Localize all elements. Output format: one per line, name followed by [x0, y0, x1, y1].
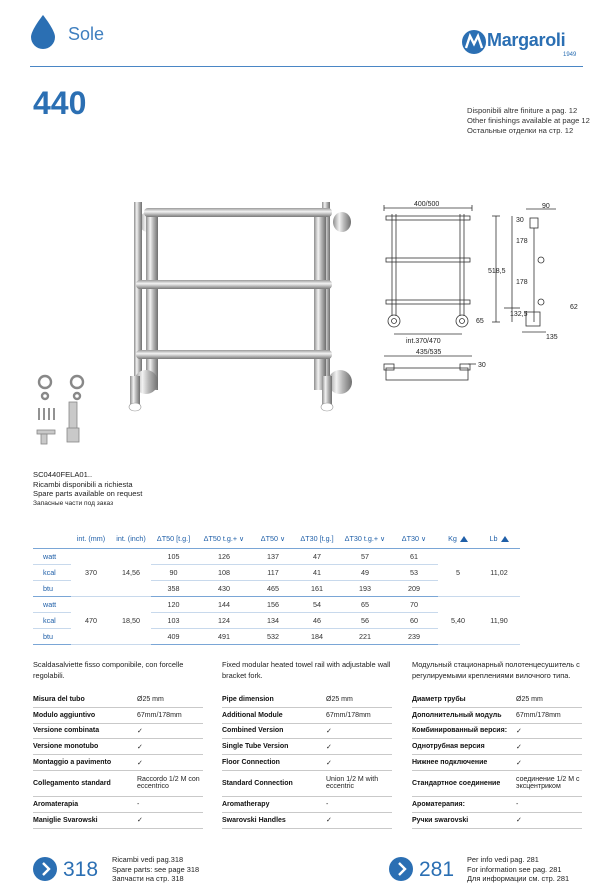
spec-row: Floor Connection ✓	[222, 755, 392, 771]
dim-518: 518,5	[488, 268, 506, 275]
spec-row: Ароматерапия: -	[412, 796, 582, 812]
depth-label: 435/535	[416, 349, 442, 356]
table-row: kcal 90 108 117 41 49 53	[33, 565, 520, 581]
table-row: kcal 103 124 134 46 56 60	[33, 613, 520, 629]
model-number: 440	[33, 85, 87, 121]
logo-year: 1949	[563, 52, 577, 58]
cell-inch: 18,50	[111, 597, 151, 645]
chevron-right-icon	[389, 857, 413, 881]
spec-row: Combined Version ✓	[222, 723, 392, 739]
spec-row: Aromatherapy -	[222, 796, 392, 812]
spec-column-en	[222, 660, 392, 829]
spec-intro: Fixed modular heated towel rail with adjustable wall bracket fork.	[222, 660, 391, 680]
width-label: 400/500	[414, 201, 440, 208]
spec-intro: Модульный стационарный полотенцесушитель с регулируемыми креплениями вилочного типа.	[412, 660, 580, 680]
header-divider	[30, 66, 583, 67]
dim-62: 62	[570, 304, 578, 311]
spec-row: Modulo aggiuntivo 67mm/178mm	[33, 707, 203, 723]
header-kg: Kg	[438, 528, 478, 549]
finishes-en: Other finishings available at page 12	[467, 116, 590, 125]
parts-code: SC0440FELA01..	[33, 470, 93, 479]
collection-name: Sole	[68, 24, 105, 44]
dim-135: 135	[546, 334, 558, 341]
spec-table	[33, 692, 203, 829]
info-page-number[interactable]: 281	[419, 858, 455, 881]
spare-parts-photo	[33, 374, 99, 446]
dim-132: 132,5	[510, 311, 528, 318]
spec-row: Standard Connection Union 1/2 M with eccentric	[222, 770, 392, 796]
spare-parts-page-number[interactable]: 318	[63, 858, 99, 881]
spec-row: Versione combinata ✓	[33, 723, 203, 739]
header-dt50-tg: ΔT50 [t.g.]	[151, 528, 196, 549]
spec-row: Montaggio a pavimento ✓	[33, 755, 203, 771]
header-dt30-tg: ΔT30 [t.g.]	[294, 528, 340, 549]
spec-row: Нижнее подключение ✓	[412, 755, 582, 771]
dim-30-side: 30	[478, 362, 486, 369]
technical-drawing	[376, 200, 586, 400]
parts-line-ru: Запасные части под заказ	[33, 499, 114, 507]
interaxis-label: int.370/470	[406, 338, 441, 345]
spare-parts-link-button[interactable]	[33, 857, 57, 881]
water-drop-icon	[30, 14, 56, 50]
header-dt30-v: ΔT30 ∨	[390, 528, 438, 549]
header-inch: int. (inch)	[111, 528, 151, 549]
spec-row: Aromaterapia -	[33, 796, 203, 812]
dim-178-b: 178	[516, 279, 528, 286]
header-mm: int. (mm)	[71, 528, 111, 549]
finishes-it: Disponibili altre finiture a pag. 12	[467, 106, 578, 115]
info-link-button[interactable]	[389, 857, 413, 881]
cell-kg: 5,40	[438, 597, 478, 645]
cell-mm: 370	[71, 549, 111, 597]
spare-parts-page-note: Ricambi vedi pag.318 Spare parts: see page 318 Запчасти на стр. 318	[112, 855, 200, 884]
cell-lb: 11,02	[478, 549, 520, 597]
spec-row: Maniglie Svarowski ✓	[33, 812, 203, 828]
finishes-note	[467, 106, 590, 136]
spec-row: Versione monotubo ✓	[33, 739, 203, 755]
dim-65: 65	[476, 318, 484, 325]
parts-line-en: Spare parts available on request	[33, 489, 143, 498]
dim-30-top: 30	[516, 217, 524, 224]
info-page-note: Per info vedi pag. 281 For information see pag. 281 Для информации см. стр. 281	[467, 855, 570, 884]
spec-row: Single Tube Version ✓	[222, 739, 392, 755]
spec-row: Комбинированный версия: ✓	[412, 723, 582, 739]
chevron-right-icon	[33, 857, 57, 881]
spec-row: Диаметр трубы Ø25 mm	[412, 692, 582, 707]
spec-row: Pipe dimension Ø25 mm	[222, 692, 392, 707]
header-dt30-tgv: ΔT30 t.g.+ ∨	[340, 528, 390, 549]
spec-row: Однотрубная версия ✓	[412, 739, 582, 755]
spec-row: Additional Module 67mm/178mm	[222, 707, 392, 723]
parts-line-it: Ricambi disponibili a richiesta	[33, 479, 133, 489]
spec-row: Ручки swarovski ✓	[412, 812, 582, 828]
finishes-ru: Остальные отделки на стр. 12	[467, 126, 574, 135]
cell-lb: 11,90	[478, 597, 520, 645]
weight-triangle-icon	[460, 536, 468, 542]
spec-row: Стандартное соединение соединение 1/2 M с эксцентриком	[412, 770, 582, 796]
cell-mm: 470	[71, 597, 111, 645]
header-dt50-tgv: ΔT50 t.g.+ ∨	[196, 528, 252, 549]
table-row: btu 358 430 465 161 193 209	[33, 581, 520, 597]
spec-column-it	[33, 660, 203, 829]
spec-table	[222, 692, 392, 829]
dim-178-a: 178	[516, 238, 528, 245]
spec-column-ru	[412, 660, 582, 829]
spec-intro: Scaldasalviette fisso componibile, con forcelle regolabili.	[33, 660, 184, 680]
table-row: watt 370 14,56 105 126 137 47 57 61 5 11,02	[33, 549, 520, 565]
weight-triangle-icon	[501, 536, 509, 542]
cell-inch: 14,56	[111, 549, 151, 597]
spec-row: Swarovski Handles ✓	[222, 812, 392, 828]
dim-90: 90	[542, 203, 550, 210]
spec-row: Misura del tubo Ø25 mm	[33, 692, 203, 707]
output-table	[33, 528, 520, 645]
header-dt50-v: ΔT50 ∨	[252, 528, 294, 549]
header-lb: Lb	[478, 528, 520, 549]
cell-kg: 5	[438, 549, 478, 597]
table-row: watt 470 18,50 120 144 156 54 65 70 5,40 11,90	[33, 597, 520, 613]
towel-rail-photo	[126, 196, 356, 416]
spec-row: Collegamento standard Raccordo 1/2 M con eccentrico	[33, 770, 203, 796]
table-row: btu 409 491 532 184 221 239	[33, 629, 520, 645]
spare-parts-note	[33, 470, 142, 508]
logo-name: Margaroli	[487, 30, 566, 50]
spec-table	[412, 692, 582, 829]
spec-row: Дополнительный модуль 67mm/178mm	[412, 707, 582, 723]
header-blank	[33, 528, 71, 549]
